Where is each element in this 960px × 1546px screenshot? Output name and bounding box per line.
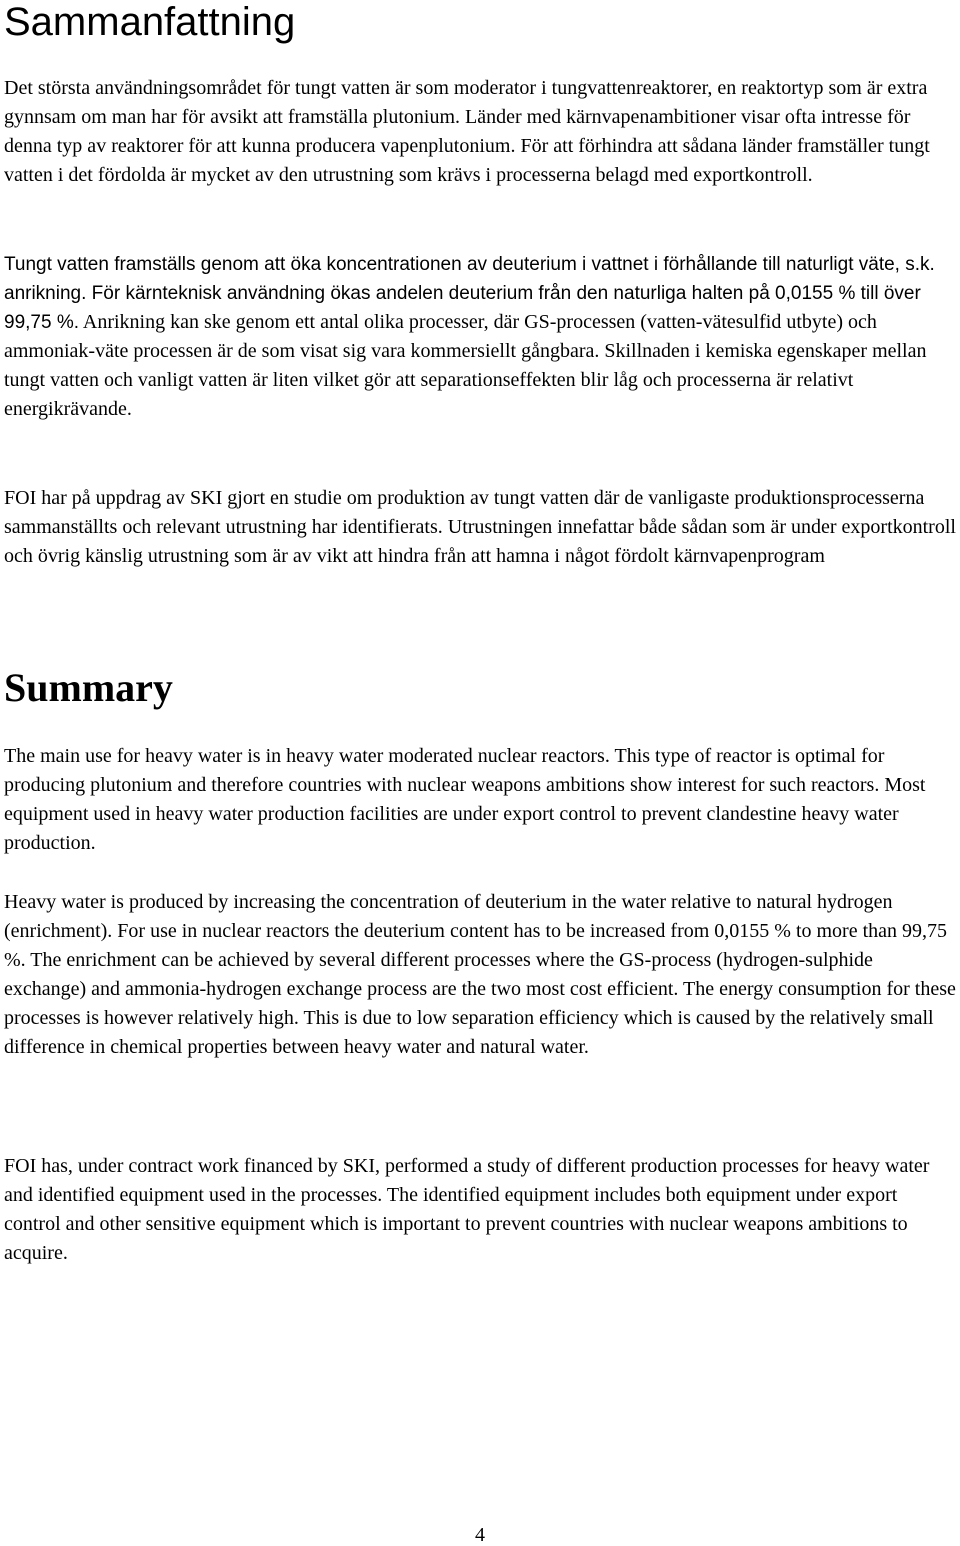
- swedish-paragraph-1-block: [4, 74, 958, 190]
- english-paragraph-1-block: [4, 742, 958, 858]
- swedish-paragraph-3-block: [4, 484, 958, 571]
- page-number: 4: [475, 1524, 485, 1546]
- english-paragraph-1: The main use for heavy water is in heavy water moderated nuclear reactors. This type of reactor is optimal for producing plutonium and therefore countries with nuclear weapons ambitions show interest for such reactors. Most equipment used in heavy water production facilities are under export control to prevent clandestine heavy water production.: [4, 745, 926, 855]
- english-paragraph-3: FOI has, under contract work financed by SKI, performed a study of different production processes for heavy water and identified equipment used in the processes. The identified equipment includes both equipment under export control and other sensitive equipment which is important to prevent countries with nuclear weapons ambitions to acquire.: [4, 1155, 930, 1265]
- english-paragraph-2-block: [4, 888, 958, 1063]
- swedish-paragraph-1: Det största användningsområdet för tungt vatten är som moderator i tungvattenreaktorer, en reaktortyp som är extra gynnsam om man har för avsikt att framställa plutonium. Länder med kärnvapenambitioner visar ofta intresse för denna typ av reaktorer för att kunna producera vapenplutonium. För att förhindra att sådana länder framställer tungt vatten i det fördolda är mycket av den utrustning som krävs i processerna belagd med exportkontroll.: [4, 77, 930, 187]
- english-summary-section: [4, 666, 958, 710]
- swedish-paragraph-2-block: [4, 250, 958, 425]
- swedish-paragraph-2: [4, 250, 958, 425]
- swedish-paragraph-2-part-b: Anrikning kan ske genom ett antal olika processer, där GS-processen (vatten-vätesulfid utbyte) och ammoniak-väte processen är de som visat sig vara kommersiellt gångbara. Skillnaden i kemiska egenskaper mellan tungt vatten och vanligt vatten är liten vilket gör att separationseffekten blir låg och processerna är relativt energikrävande.: [4, 311, 927, 421]
- swedish-paragraph-2-part-a: Tungt vatten framställs genom att öka koncentrationen av deuterium i vattnet i förhållande till naturligt väte, s.k. anrikning. För kärnteknisk användning ökas andelen deuterium från den naturliga halten på 0,0155 % till över 99,75 %.: [4, 254, 935, 334]
- section-heading-summary: Summary: [4, 665, 173, 710]
- english-paragraph-2: Heavy water is produced by increasing the concentration of deuterium in the water relative to natural hydrogen (enrichment). For use in nuclear reactors the deuterium content has to be increased from 0,0155 % to more than 99,75 %. The enrichment can be achieved by several different processes where the GS-process (hydrogen-sulphide exchange) and ammonia-hydrogen exchange process are the two most cost efficient. The energy consumption for these processes is however relatively high. This is due to low separation efficiency which is caused by the relatively small difference in chemical properties between heavy water and natural water.: [4, 891, 956, 1059]
- section-heading-sammanfattning: Sammanfattning: [4, 0, 296, 44]
- swedish-paragraph-3: FOI har på uppdrag av SKI gjort en studie om produktion av tungt vatten där de vanligaste produktionsprocesserna sammanställts och relevant utrustning har identifierats. Utrustningen innefattar både sådan som är under exportkontroll och övrig känslig utrustning som är av vikt att hindra från att hamna i något fördolt kärnvapenprogram: [4, 487, 956, 568]
- english-paragraph-3-block: [4, 1152, 958, 1268]
- swedish-summary-section: [4, 0, 958, 44]
